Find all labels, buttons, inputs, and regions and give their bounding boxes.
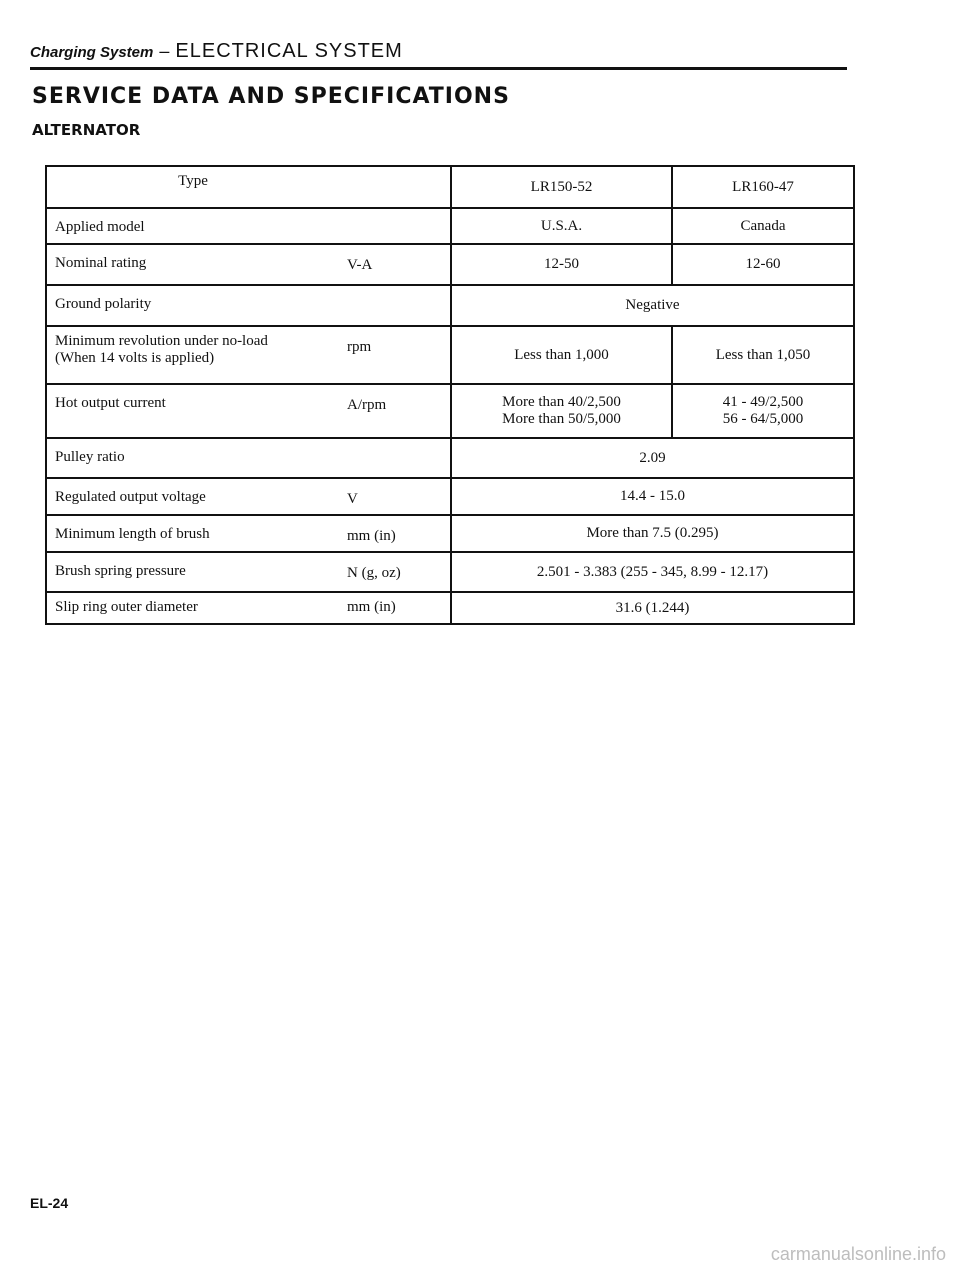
watermark: carmanualsonline.info xyxy=(770,1244,946,1264)
row-unit: mm (in) xyxy=(339,592,451,624)
row-unit: N (g, oz) xyxy=(339,552,451,592)
table-row xyxy=(46,326,854,384)
table-row xyxy=(46,166,854,208)
section-name: Charging System xyxy=(30,44,154,61)
cell-value: 12-60 xyxy=(672,244,854,285)
page-header xyxy=(30,40,847,63)
row-label: Minimum revolution under no-load (When 14 volts is applied) xyxy=(46,326,339,384)
table-row xyxy=(46,592,854,624)
row-unit: V xyxy=(339,478,451,515)
row-unit: A/rpm xyxy=(339,384,451,438)
row-label: Pulley ratio xyxy=(46,438,339,478)
row-label: Ground polarity xyxy=(46,285,339,326)
page-title: SERVICE DATA AND SPECIFICATIONS xyxy=(32,84,510,109)
cell-value: More than 40/2,500 More than 50/5,000 xyxy=(451,384,672,438)
chapter-title: ELECTRICAL SYSTEM xyxy=(175,40,403,62)
cell-value: Less than 1,050 xyxy=(672,326,854,384)
row-label: Regulated output voltage xyxy=(46,478,339,515)
cell-value: U.S.A. xyxy=(451,208,672,244)
row-label: Slip ring outer diameter xyxy=(46,592,339,624)
cell-value: Canada xyxy=(672,208,854,244)
model-header: LR150-52 xyxy=(451,166,672,208)
row-label: Brush spring pressure xyxy=(46,552,339,592)
row-label: Nominal rating xyxy=(46,244,339,285)
table-row xyxy=(46,552,854,592)
model-header: LR160-47 xyxy=(672,166,854,208)
alternator-spec-table xyxy=(45,165,855,625)
section-subtitle: ALTERNATOR xyxy=(32,121,141,139)
cell-value: 41 - 49/2,500 56 - 64/5,000 xyxy=(672,384,854,438)
cell-value: More than 7.5 (0.295) xyxy=(451,515,854,552)
table-row xyxy=(46,438,854,478)
table-row xyxy=(46,244,854,285)
table-row xyxy=(46,515,854,552)
type-label: Type xyxy=(46,166,339,208)
table-row xyxy=(46,285,854,326)
row-label: Hot output current xyxy=(46,384,339,438)
row-unit: mm (in) xyxy=(339,515,451,552)
table-row xyxy=(46,384,854,438)
cell-value: 31.6 (1.244) xyxy=(451,592,854,624)
row-unit: rpm xyxy=(339,326,451,384)
row-unit xyxy=(339,438,451,478)
row-unit xyxy=(339,285,451,326)
row-unit: V-A xyxy=(339,244,451,285)
row-label: Minimum length of brush xyxy=(46,515,339,552)
header-separator: – xyxy=(159,41,170,61)
cell-value: Less than 1,000 xyxy=(451,326,672,384)
table-row xyxy=(46,208,854,244)
row-label: Applied model xyxy=(46,208,339,244)
row-unit xyxy=(339,208,451,244)
header-rule xyxy=(30,67,847,70)
cell-value: 2.501 - 3.383 (255 - 345, 8.99 - 12.17) xyxy=(451,552,854,592)
cell-value: 14.4 - 15.0 xyxy=(451,478,854,515)
cell-value: 2.09 xyxy=(451,438,854,478)
cell-value: 12-50 xyxy=(451,244,672,285)
table-row xyxy=(46,478,854,515)
page-number: EL-24 xyxy=(30,1195,69,1211)
cell-value: Negative xyxy=(451,285,854,326)
